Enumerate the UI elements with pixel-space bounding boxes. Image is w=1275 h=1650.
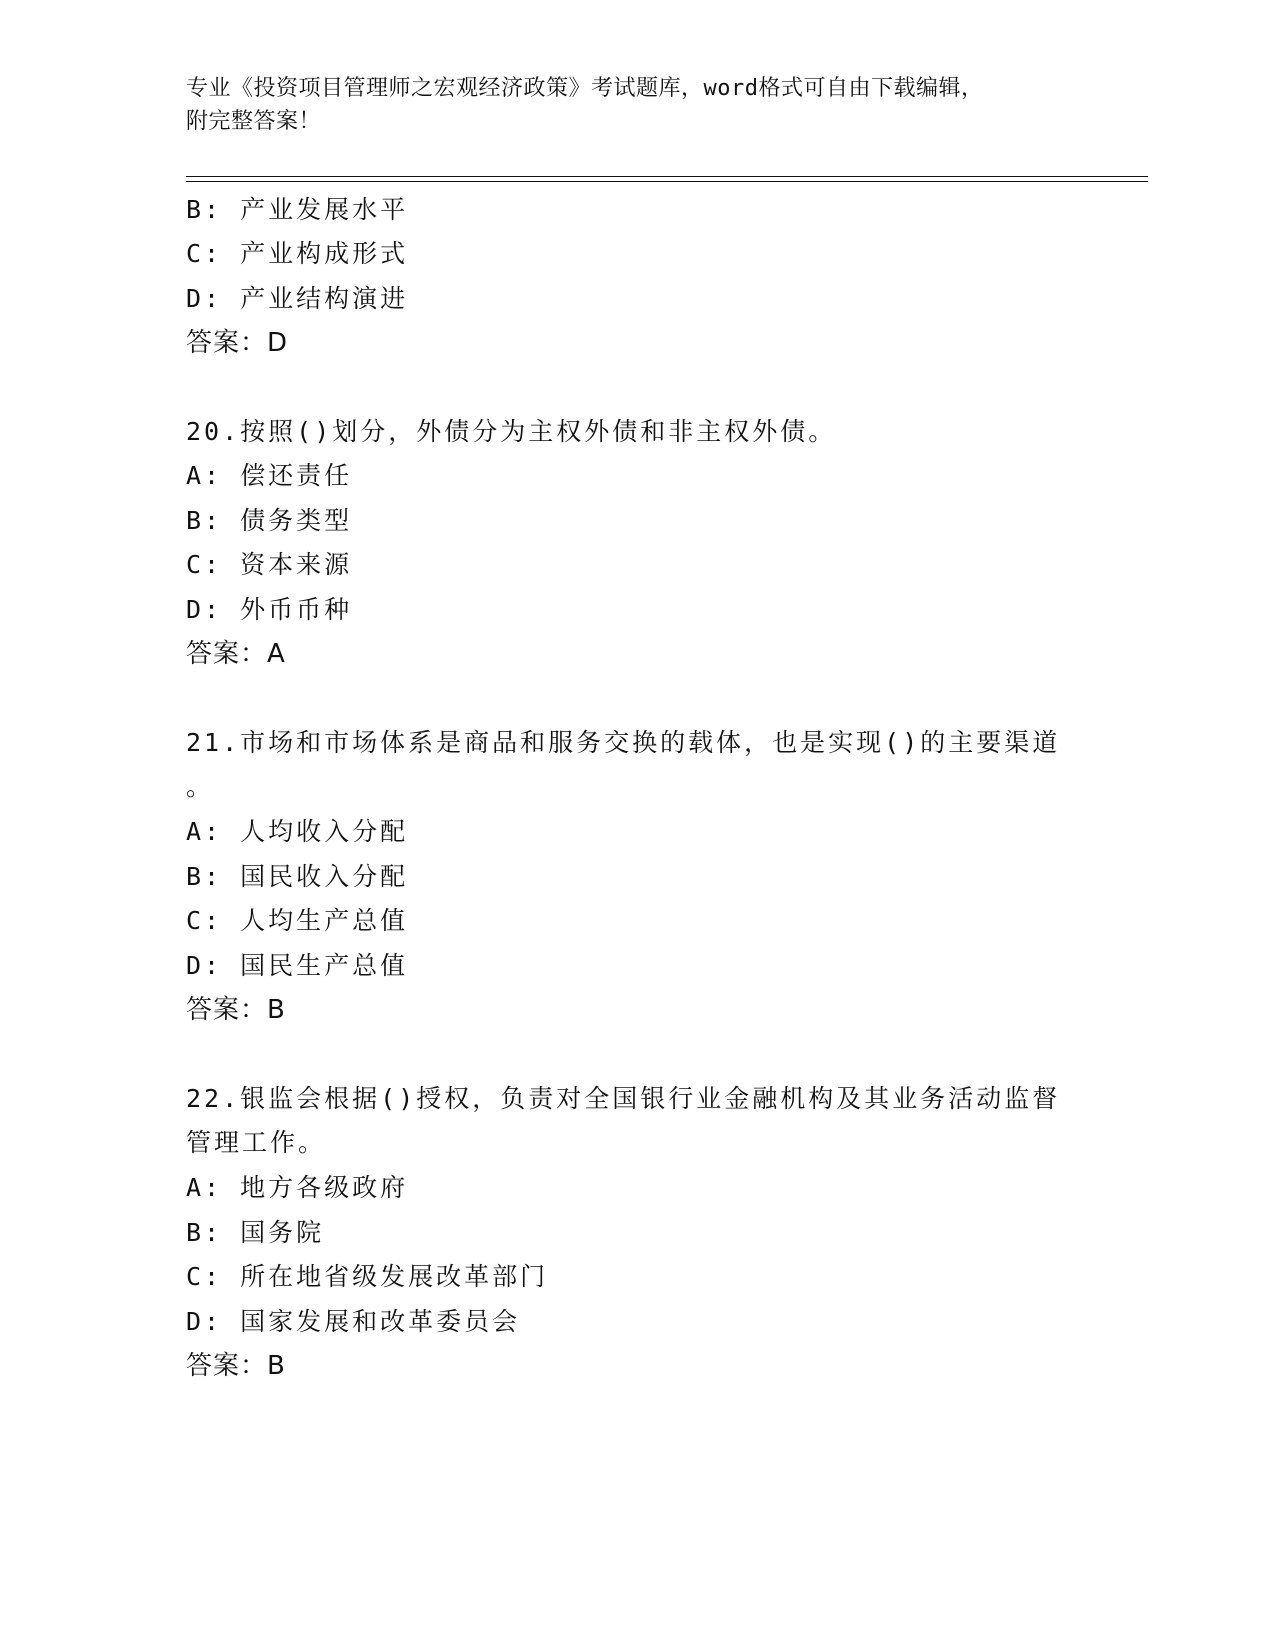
q21-option-d: D: 国民生产总值 [186,951,409,980]
header-divider-top [186,176,1148,177]
q20-option-c: C: 资本来源 [186,550,353,579]
q19-option-d: D: 产业结构演进 [186,284,409,313]
q22-stem-line-2: 管理工作。 [186,1128,327,1157]
q19-answer: 答案：D [186,328,289,358]
q20-option-d: D: 外币币种 [186,595,353,624]
q22-option-b: B: 国务院 [186,1218,325,1247]
q22-stem-line-1: 22.银监会根据()授权，负责对全国银行业金融机构及其业务活动监督 [186,1084,1061,1113]
q20-answer: 答案：A [186,639,286,669]
q22-option-c: C: 所在地省级发展改革部门 [186,1262,549,1291]
q20-option-a: A: 偿还责任 [186,461,353,490]
q21-option-b: B: 国民收入分配 [186,862,409,891]
q21-option-a: A: 人均收入分配 [186,817,409,846]
q22-option-d: D: 国家发展和改革委员会 [186,1307,521,1336]
header-divider-bottom [186,181,1148,182]
q20-option-b: B: 债务类型 [186,506,353,535]
q21-stem-line-2: 。 [186,772,215,801]
header-line-2: 附完整答案！ [186,109,322,134]
document-header [186,72,1066,138]
q19-option-b: B: 产业发展水平 [186,195,409,224]
q19-option-c: C: 产业构成形式 [186,239,409,268]
header-line-1: 专业《投资项目管理师之宏观经济政策》考试题库，word格式可自由下载编辑， [186,76,984,101]
q21-stem-line-1: 21.市场和市场体系是商品和服务交换的载体，也是实现()的主要渠道 [186,728,1061,757]
q20-stem: 20.按照()划分，外债分为主权外债和非主权外债。 [186,417,837,446]
q22-answer: 答案：B [186,1351,286,1381]
q21-option-c: C: 人均生产总值 [186,906,409,935]
q21-answer: 答案：B [186,995,286,1025]
q22-option-a: A: 地方各级政府 [186,1173,409,1202]
